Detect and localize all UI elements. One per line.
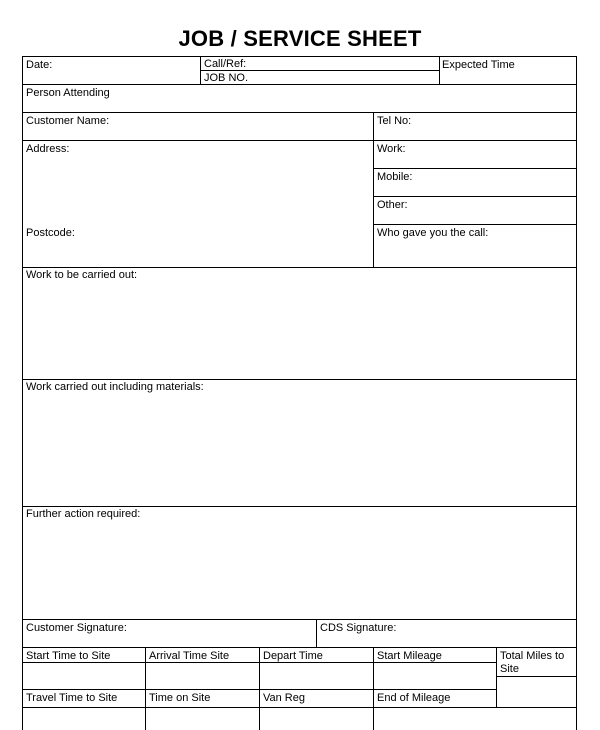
row-line-total-inner [496, 676, 577, 677]
row-line-work [373, 168, 577, 169]
row-line-other [373, 224, 577, 225]
row-line-2 [22, 112, 577, 113]
start-mileage-label: Start Mileage [377, 650, 442, 662]
divider-expected [439, 56, 440, 85]
border-left [22, 56, 23, 730]
van-reg-label: Van Reg [263, 692, 305, 704]
travel-time-to-site-label: Travel Time to Site [26, 692, 118, 704]
work-to-be-carried-out-label: Work to be carried out: [26, 269, 138, 281]
customer-name-label: Customer Name: [26, 115, 110, 127]
row-line-7 [22, 619, 577, 620]
call-ref-label: Call/Ref: [204, 58, 247, 70]
start-time-to-site-label: Start Time to Site [26, 650, 111, 662]
tel-no-label: Tel No: [377, 115, 412, 127]
other-phone-label: Other: [377, 199, 408, 211]
sheet-title: JOB / SERVICE SHEET [178, 26, 422, 51]
work-phone-label: Work: [377, 143, 406, 155]
border-right [576, 56, 577, 730]
expected-time-label: Expected Time [442, 59, 515, 71]
row-line-6 [22, 506, 577, 507]
depart-time-label: Depart Time [263, 650, 323, 662]
row-line-3 [22, 140, 577, 141]
job-no-label: JOB NO. [204, 72, 249, 84]
time-on-site-label: Time on Site [149, 692, 211, 704]
total-miles-to-site-label: Total Miles to Site [500, 650, 565, 675]
row-line-9 [22, 689, 496, 690]
row-line-8 [22, 647, 577, 648]
mobile-label: Mobile: [377, 171, 413, 183]
row-line-5 [22, 379, 577, 380]
row-line-4 [22, 267, 577, 268]
row-line-mobile [373, 196, 577, 197]
person-attending-label: Person Attending [26, 87, 110, 99]
who-gave-call-label: Who gave you the call: [377, 227, 489, 239]
row-line-10 [22, 707, 577, 708]
address-label: Address: [26, 143, 70, 155]
date-label: Date: [26, 59, 53, 71]
further-action-label: Further action required: [26, 508, 141, 520]
row-line-total-bottom [496, 707, 577, 708]
divider-customer-contact [373, 112, 374, 268]
work-carried-out-label: Work carried out including materials: [26, 381, 204, 393]
customer-signature-label: Customer Signature: [26, 622, 127, 634]
end-of-mileage-label: End of Mileage [377, 692, 451, 704]
arrival-time-site-label: Arrival Time Site [149, 650, 230, 662]
cds-signature-label: CDS Signature: [320, 622, 397, 634]
row-line-1 [22, 84, 577, 85]
border-top [22, 56, 577, 57]
postcode-label: Postcode: [26, 227, 75, 239]
divider-signatures [316, 619, 317, 647]
divider-time-4 [496, 647, 497, 708]
